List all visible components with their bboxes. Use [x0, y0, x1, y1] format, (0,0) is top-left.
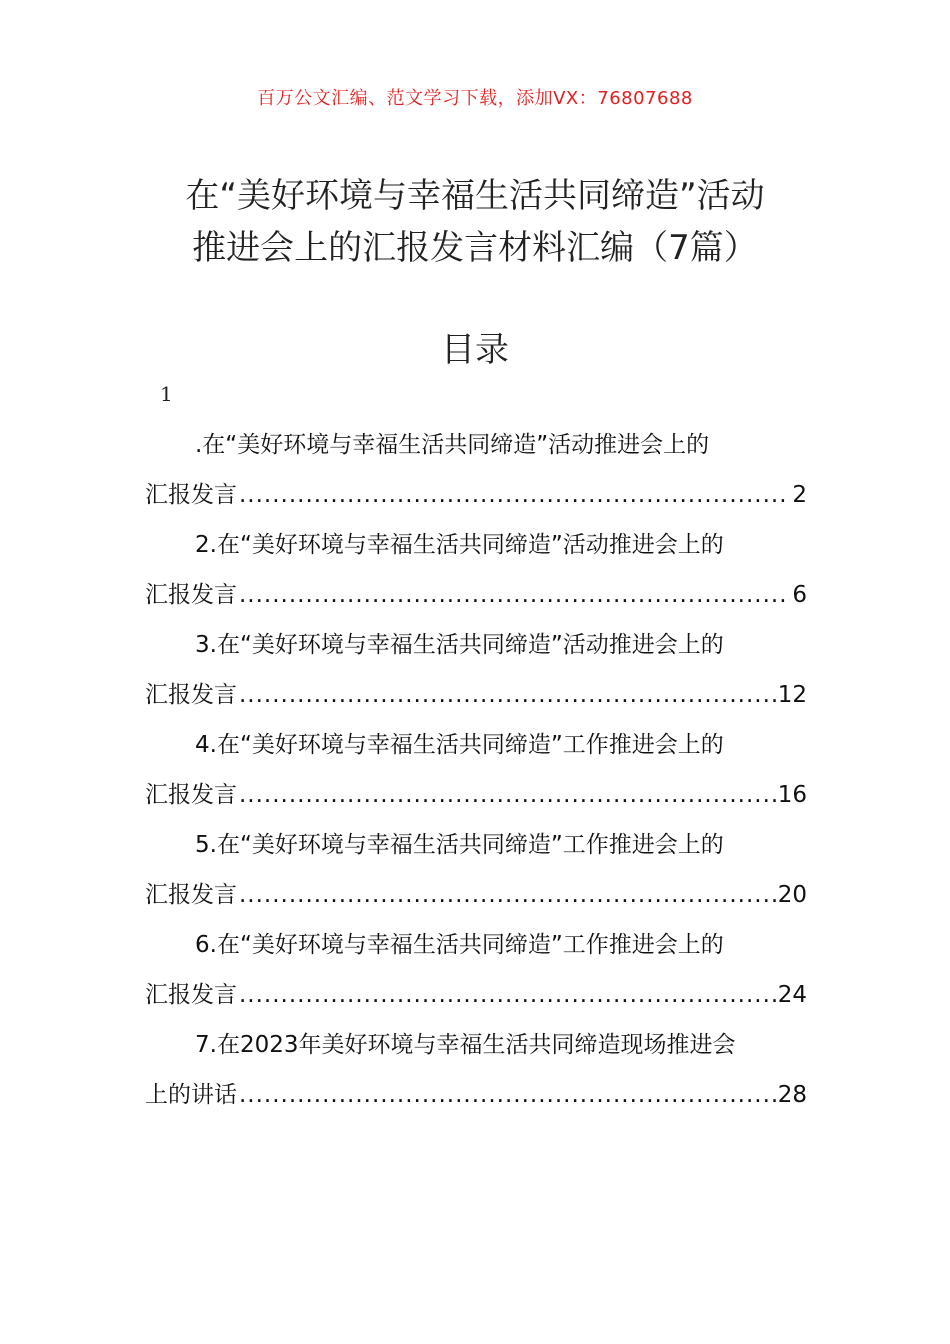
- toc-entry-2[interactable]: [145, 520, 807, 620]
- dot-leader: [239, 870, 776, 920]
- toc-entry-title-cont: 汇报发言: [145, 482, 237, 508]
- page-marker: 1: [160, 382, 173, 406]
- toc-entry-page: 16: [777, 782, 807, 808]
- toc-entry-title-cont: 上的讲话: [145, 1082, 237, 1108]
- toc-entry-title: 6.在“美好环境与幸福生活共同缔造”工作推进会上的: [195, 932, 724, 958]
- toc-entry-5[interactable]: [145, 820, 807, 920]
- title-line-2: 推进会上的汇报发言材料汇编（7篇）: [192, 228, 758, 268]
- toc-entry-title-cont: 汇报发言: [145, 582, 237, 608]
- toc-entry-title-cont: 汇报发言: [145, 982, 237, 1008]
- table-of-contents: [145, 420, 807, 1120]
- document-title: [120, 170, 830, 274]
- dot-leader: [239, 1070, 776, 1120]
- toc-entry-title: 4.在“美好环境与幸福生活共同缔造”工作推进会上的: [195, 732, 724, 758]
- watermark-text: 百万公文汇编、范文学习下载，添加VX：76807688: [257, 88, 693, 109]
- toc-entry-title: 7.在2023年美好环境与幸福生活共同缔造现场推进会: [195, 1032, 736, 1058]
- toc-entry-title-cont: 汇报发言: [145, 782, 237, 808]
- toc-entry-title-cont: 汇报发言: [145, 682, 237, 708]
- dot-leader: [239, 670, 776, 720]
- toc-entry-page: 24: [777, 982, 807, 1008]
- toc-entry-page: 12: [777, 682, 807, 708]
- title-line-1: 在“美好环境与幸福生活共同缔造”活动: [185, 176, 765, 216]
- toc-entry-6[interactable]: [145, 920, 807, 1020]
- dot-leader: [239, 970, 776, 1020]
- toc-entry-3[interactable]: [145, 620, 807, 720]
- toc-entry-1[interactable]: [145, 420, 807, 520]
- toc-entry-page: 6: [792, 582, 807, 608]
- dot-leader: [239, 770, 776, 820]
- toc-entry-title: 2.在“美好环境与幸福生活共同缔造”活动推进会上的: [195, 532, 724, 558]
- dot-leader: [239, 570, 790, 620]
- dot-leader: [239, 470, 790, 520]
- toc-entry-7[interactable]: [145, 1020, 807, 1120]
- toc-entry-4[interactable]: [145, 720, 807, 820]
- toc-heading: 目录: [441, 330, 509, 370]
- toc-entry-title: 5.在“美好环境与幸福生活共同缔造”工作推进会上的: [195, 832, 724, 858]
- toc-entry-title: 3.在“美好环境与幸福生活共同缔造”活动推进会上的: [195, 632, 724, 658]
- toc-entry-title: .在“美好环境与幸福生活共同缔造”活动推进会上的: [195, 432, 710, 458]
- toc-entry-page: 2: [792, 482, 807, 508]
- toc-entry-title-cont: 汇报发言: [145, 882, 237, 908]
- toc-entry-page: 20: [777, 882, 807, 908]
- toc-entry-page: 28: [777, 1082, 807, 1108]
